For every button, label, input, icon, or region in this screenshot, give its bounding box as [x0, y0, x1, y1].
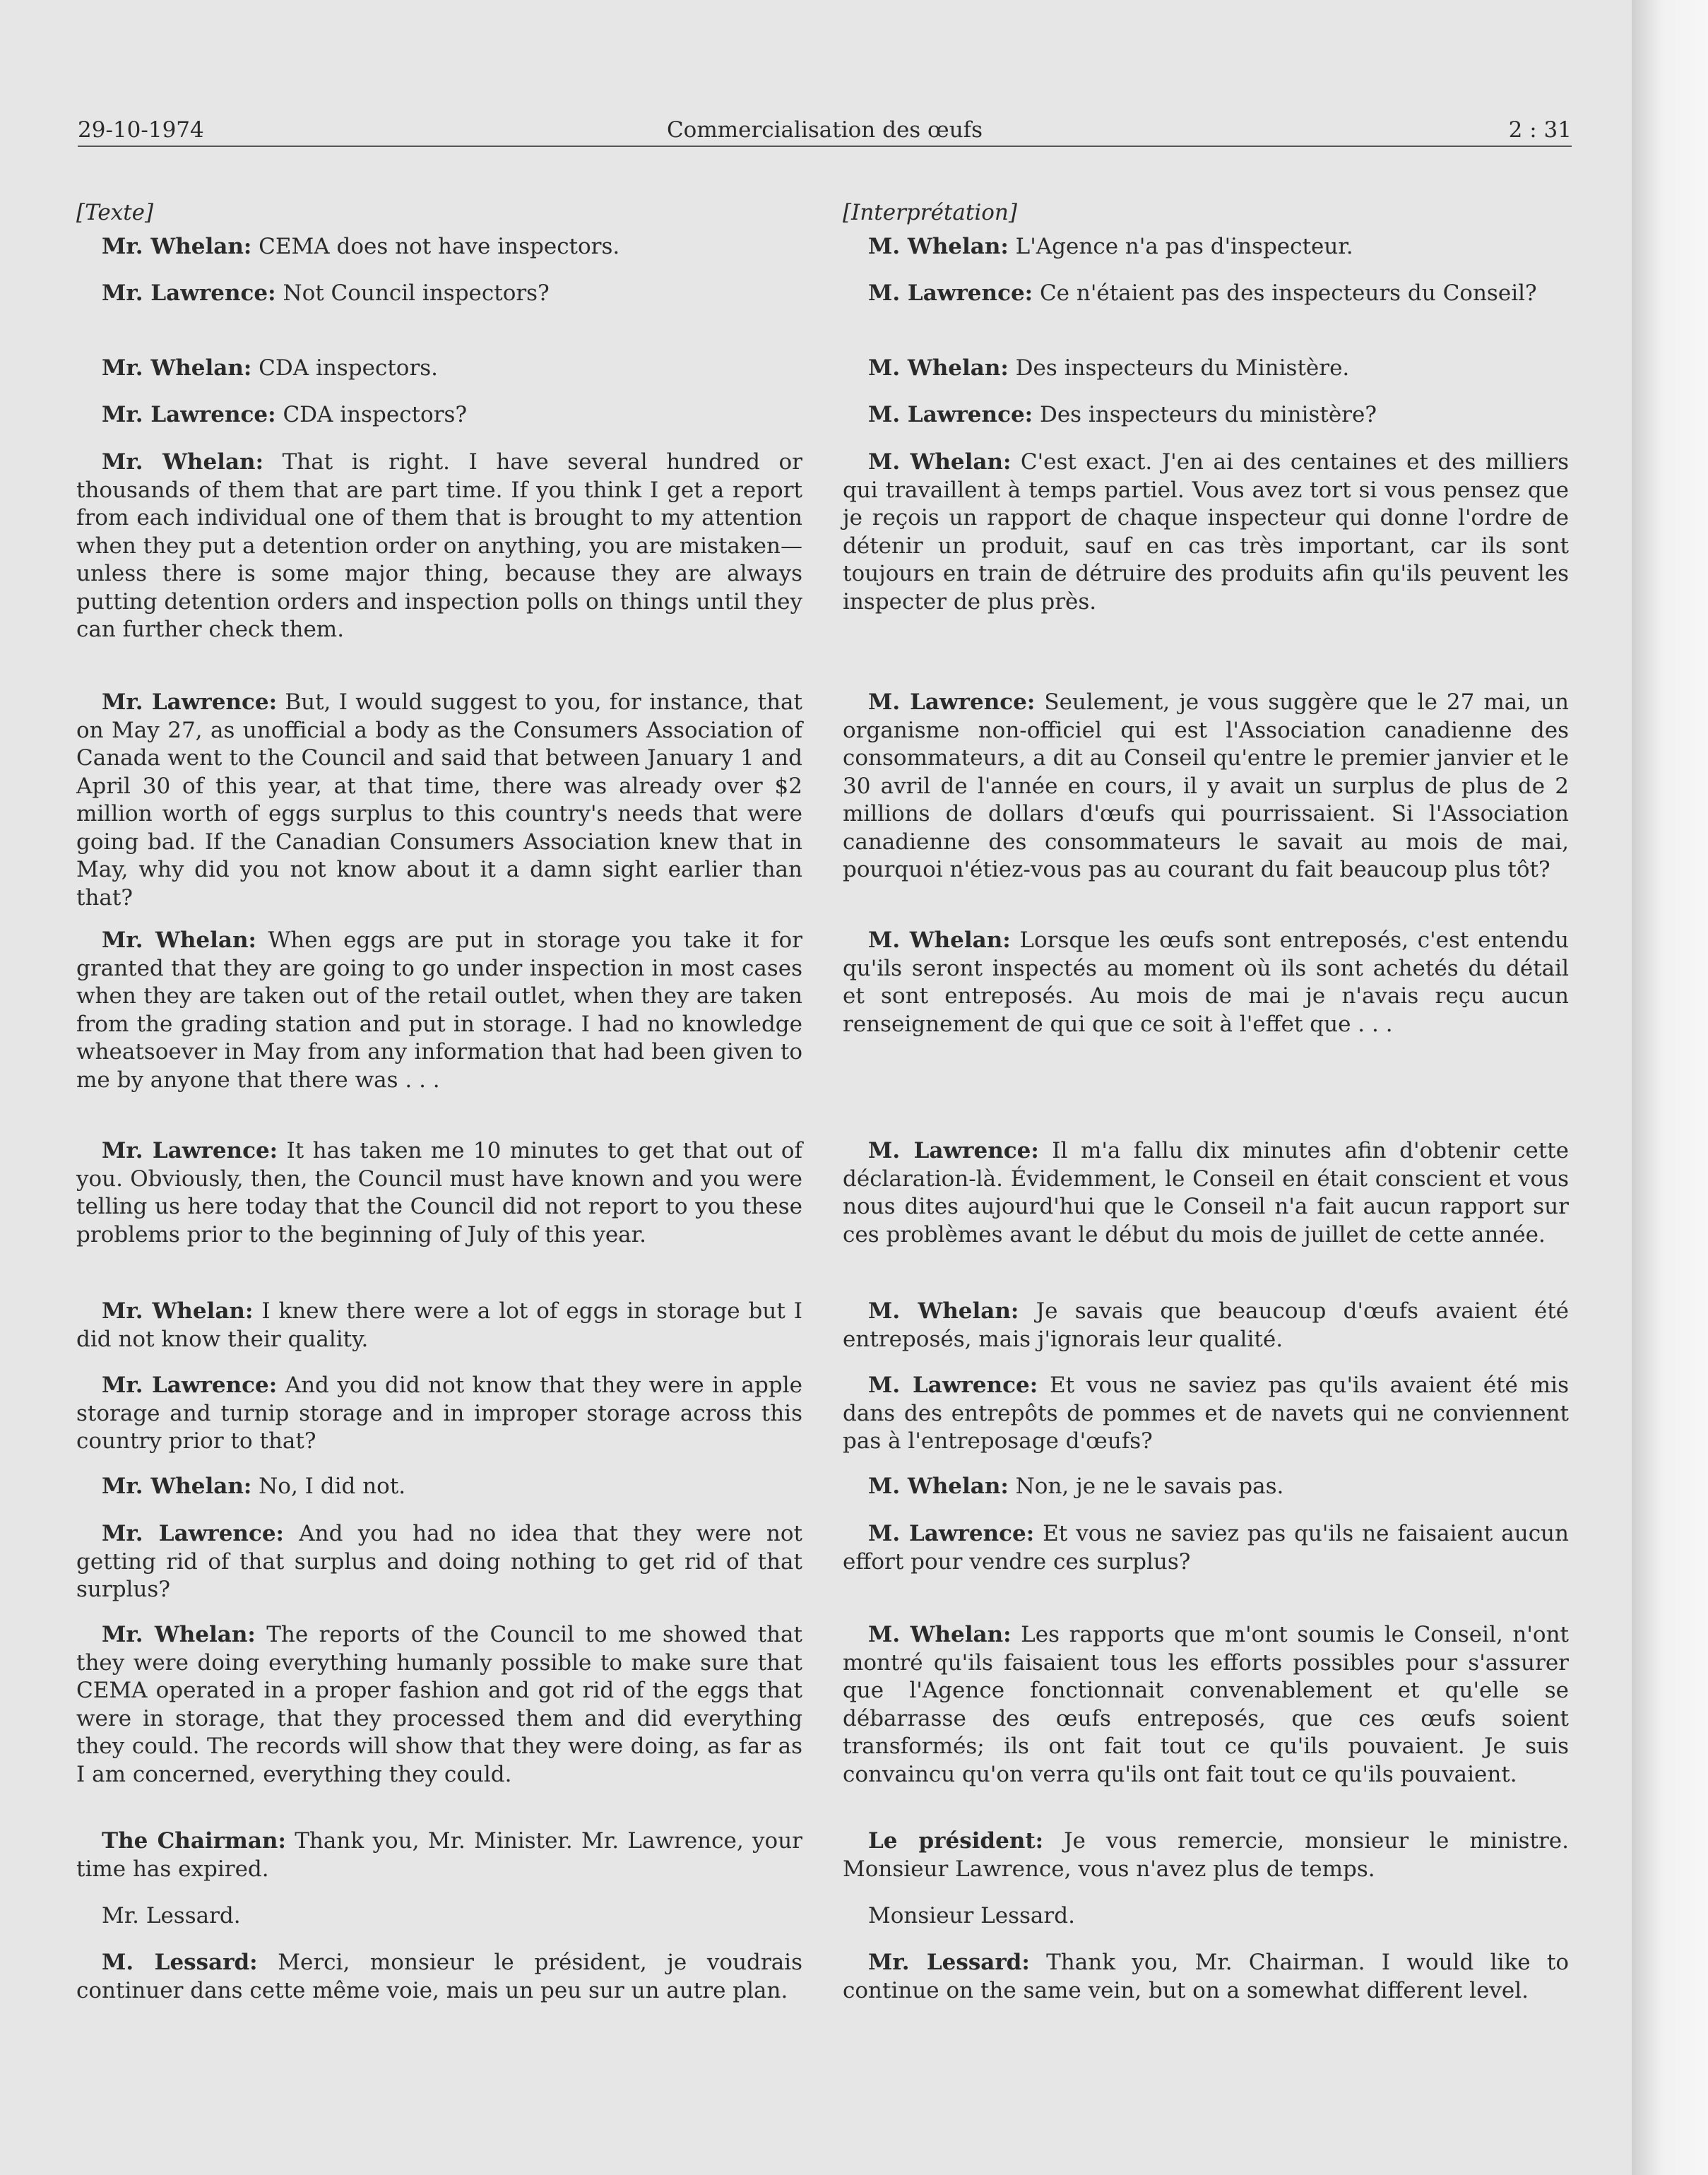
speaker-name: Mr. Lawrence:: [102, 402, 276, 427]
transcript-paragraph: [76, 280, 802, 308]
speaker-name: M. Lawrence:: [868, 1521, 1035, 1546]
transcript-paragraph: [843, 1902, 1569, 1931]
transcript-paragraph: [843, 1827, 1569, 1883]
right-column: [843, 199, 1570, 2003]
speech-text: Des inspecteurs du ministère?: [1033, 402, 1377, 427]
transcript-paragraph: [76, 1137, 802, 1249]
speech-text: When eggs are put in storage you take it for granted that they are going to go under inspection in most cases when they are taken out of the retail outlet, when they are taken from the grading station and put in storage. I had no knowledge wheatsoever in May from any information that had been given to me by anyone that there was . . .: [76, 928, 802, 1093]
transcript-paragraph: [843, 927, 1569, 1038]
transcript-paragraph: [843, 1621, 1569, 1789]
speech-text: Il m'a fallu dix minutes afin d'obtenir cette déclaration-là. Évidemment, le Conseil en était conscient et vous nous dites aujourd'hui que le Conseil n'a fait aucun rapport sur ces problèmes avant le début du mois de juillet de cette année.: [843, 1138, 1569, 1247]
speech-text: Je vous remercie, monsieur le ministre. Monsieur Lawrence, vous n'avez plus de temps.: [843, 1828, 1569, 1882]
speech-text: It has taken me 10 minutes to get that out of you. Obviously, then, the Council must have known and you were telling us here today that the Council did not report to you these problems prior to the beginning of July of this year.: [76, 1138, 803, 1247]
speech-text: But, I would suggest to you, for instance, that on May 27, as unofficial a body as the Consumers Association of Canada went to the Council and said that between January 1 and April 30 of this year, at that time, there was already over $2 million worth of eggs surplus to this country's needs that were going bad. If the Canadian Consumers Association knew that in May, why did you not know about it a damn sight earlier than that?: [76, 689, 802, 911]
speaker-name: Le président:: [868, 1828, 1044, 1854]
speaker-name: Mr. Lawrence:: [102, 1521, 285, 1546]
transcript-paragraph: [76, 1473, 802, 1501]
section-label: [Interprétation]: [843, 200, 1017, 225]
speaker-name: M. Lawrence:: [868, 280, 1033, 306]
speech-text: Lorsque les œufs sont entreposés, c'est entendu qu'ils seront inspectés au moment où ils sont achetés du détail et sont entreposés. Au mois de mai je n'avais reçu aucun renseignement de qui que ce soit à l'effet que . . .: [843, 928, 1570, 1037]
speaker-name: M. Whelan:: [868, 928, 1011, 953]
transcript-paragraph: [76, 1298, 802, 1353]
page-header: [78, 113, 1572, 148]
transcript-paragraph: [76, 689, 802, 912]
transcript-paragraph: [843, 401, 1569, 429]
transcript-paragraph: [76, 1621, 802, 1789]
speech-text: And you had no idea that they were not getting rid of that surplus and doing nothing to get rid of that surplus?: [76, 1521, 803, 1602]
transcript-paragraph: [76, 927, 802, 1094]
speech-text: L'Agence n'a pas d'inspecteur.: [1008, 234, 1353, 259]
speaker-name: The Chairman:: [102, 1828, 286, 1854]
speech-text: That is right. I have several hundred or thousands of them that are part time. If you think I get a report from each individual one of them that is brought to my attention when they put a detention order on anything, you are mistaken—unless there is some major thing, because they are always putting detention orders and inspection polls on things until they can further check them.: [76, 449, 802, 642]
speaker-name: Mr. Whelan:: [102, 449, 264, 475]
speech-text: Et vous ne saviez pas qu'ils ne faisaient aucun effort pour vendre ces surplus?: [843, 1521, 1569, 1575]
speaker-name: Mr. Lawrence:: [102, 1138, 278, 1163]
speaker-name: Mr. Whelan:: [102, 928, 256, 953]
speaker-name: Mr. Whelan:: [102, 1298, 254, 1324]
speaker-name: Mr. Whelan:: [102, 1474, 252, 1499]
section-label: [Texte]: [76, 200, 154, 225]
speaker-name: M. Whelan:: [868, 234, 1009, 259]
speech-text: And you did not know that they were in apple storage and turnip storage and in improper storage across this country prior to that?: [76, 1373, 802, 1454]
speech-text: Thank you, Mr. Minister. Mr. Lawrence, your time has expired.: [76, 1828, 803, 1882]
transcript-paragraph: [76, 233, 802, 261]
speech-text: Des inspecteurs du Ministère.: [1008, 355, 1350, 381]
speech-text: Et vous ne saviez pas qu'ils avaient été mis dans des entrepôts de pommes et de navets qui ne conviennent pas à l'entreposage d'œufs?: [843, 1373, 1569, 1454]
speaker-name: Mr. Lessard:: [868, 1950, 1030, 1975]
transcript-paragraph: [843, 1520, 1569, 1576]
speaker-name: M. Lawrence:: [868, 689, 1036, 715]
speech-text: Seulement, je vous suggère que le 27 mai, un organisme non-officiel qui est l'Association canadienne des consommateurs, a dit au Conseil qu'entre le premier janvier et le 30 avril de l'année en cours, il y avait un surplus de plus de 2 millions de dollars d'œufs qui pourrissaient. Si l'Association canadienne des consommateurs le savait au mois de mai, pourquoi n'étiez-vous pas au courant du fait beaucoup plus tôt?: [843, 689, 1569, 882]
speech-text: Ce n'étaient pas des inspecteurs du Conseil?: [1033, 280, 1537, 306]
speech-text: The reports of the Council to me showed that they were doing everything humanly possible to make sure that CEMA operated in a proper fashion and got rid of the eggs that were in storage, that they processed them and did everything they could. The records will show that they were doing, as far as I am concerned, everything they could.: [76, 1622, 802, 1787]
page-edge: [1632, 0, 1708, 2175]
transcript-paragraph: [76, 355, 802, 383]
speech-text: No, I did not.: [251, 1474, 406, 1499]
speaker-name: Mr. Whelan:: [102, 234, 252, 259]
transcript-paragraph: [843, 233, 1569, 261]
header-title: Commercialisation des œufs: [666, 117, 983, 143]
speaker-name: Mr. Whelan:: [102, 1622, 256, 1647]
header-rule: [78, 146, 1572, 147]
speech-text: Not Council inspectors?: [275, 280, 550, 306]
speaker-name: Mr. Lawrence:: [102, 689, 278, 715]
speech-text: CDA inspectors.: [251, 355, 439, 381]
speaker-name: M. Lawrence:: [868, 402, 1033, 427]
speech-text: Je savais que beaucoup d'œufs avaient été entreposés, mais j'ignorais leur qualité.: [843, 1298, 1569, 1352]
speaker-name: M. Whelan:: [868, 1474, 1009, 1499]
speaker-name: M. Lessard:: [102, 1950, 258, 1975]
speech-text: CDA inspectors?: [275, 402, 468, 427]
speech-text: I knew there were a lot of eggs in storage but I did not know their quality.: [76, 1298, 802, 1352]
speech-text: Thank you, Mr. Chairman. I would like to continue on the same vein, but on a somewhat different level.: [843, 1950, 1569, 2003]
speaker-name: M. Whelan:: [868, 1622, 1012, 1647]
speaker-name: M. Lawrence:: [868, 1373, 1038, 1398]
transcript-paragraph: [843, 1372, 1569, 1456]
speech-text: Mr. Lessard.: [102, 1903, 241, 1928]
header-page-number: 2 : 31: [1508, 117, 1572, 143]
speaker-name: Mr. Whelan:: [102, 355, 252, 381]
speech-text: Merci, monsieur le président, je voudrais continuer dans cette même voie, mais un peu sur un autre plan.: [76, 1950, 802, 2003]
transcript-paragraph: [843, 1949, 1569, 2005]
speaker-name: M. Lawrence:: [868, 1138, 1039, 1163]
transcript-paragraph: [76, 1827, 802, 1883]
transcript-paragraph: [843, 1137, 1569, 1249]
transcript-paragraph: [76, 1372, 802, 1456]
speaker-name: Mr. Lawrence:: [102, 280, 276, 306]
transcript-paragraph: [76, 1949, 802, 2005]
left-column: [76, 199, 803, 2003]
transcript-paragraph: [843, 449, 1569, 616]
speaker-name: Mr. Lawrence:: [102, 1373, 278, 1398]
speech-text: Non, je ne le savais pas.: [1008, 1474, 1284, 1499]
transcript-paragraph: [843, 355, 1569, 383]
speaker-name: M. Whelan:: [868, 355, 1009, 381]
header-date: 29-10-1974: [78, 117, 204, 143]
speech-text: Les rapports que m'ont soumis le Conseil, n'ont montré qu'ils faisaient tous les efforts possibles pour s'assurer que l'Agence fonctionnait convenablement et qu'elle se débarrasse des œufs entreposés, que ces œufs soient transformés; ils ont fait tout ce qu'ils pouvaient. Je suis convaincu qu'on verra qu'ils ont fait tout ce qu'ils pouvaient.: [843, 1622, 1569, 1787]
transcript-paragraph: [843, 280, 1569, 308]
transcript-paragraph: [76, 449, 802, 644]
transcript-paragraph: [76, 401, 802, 429]
speaker-name: M. Whelan:: [868, 1298, 1019, 1324]
speaker-name: M. Whelan:: [868, 449, 1012, 475]
transcript-paragraph: [843, 1473, 1569, 1501]
transcript-paragraph: [76, 1902, 802, 1931]
speech-text: Monsieur Lessard.: [868, 1903, 1075, 1928]
speech-text: C'est exact. J'en ai des centaines et des milliers qui travaillent à temps partiel. Vous avez tort si vous pensez que je reçois un rapport de chaque inspecteur qui donne l'ordre de détenir un produit, sauf en cas très important, car ils sont toujours en train de détruire des produits afin qu'ils peuvent les inspecter de plus près.: [843, 449, 1570, 615]
transcript-paragraph: [76, 1520, 802, 1604]
speech-text: CEMA does not have inspectors.: [251, 234, 620, 259]
transcript-paragraph: [843, 689, 1569, 884]
transcript-paragraph: [843, 1298, 1569, 1353]
